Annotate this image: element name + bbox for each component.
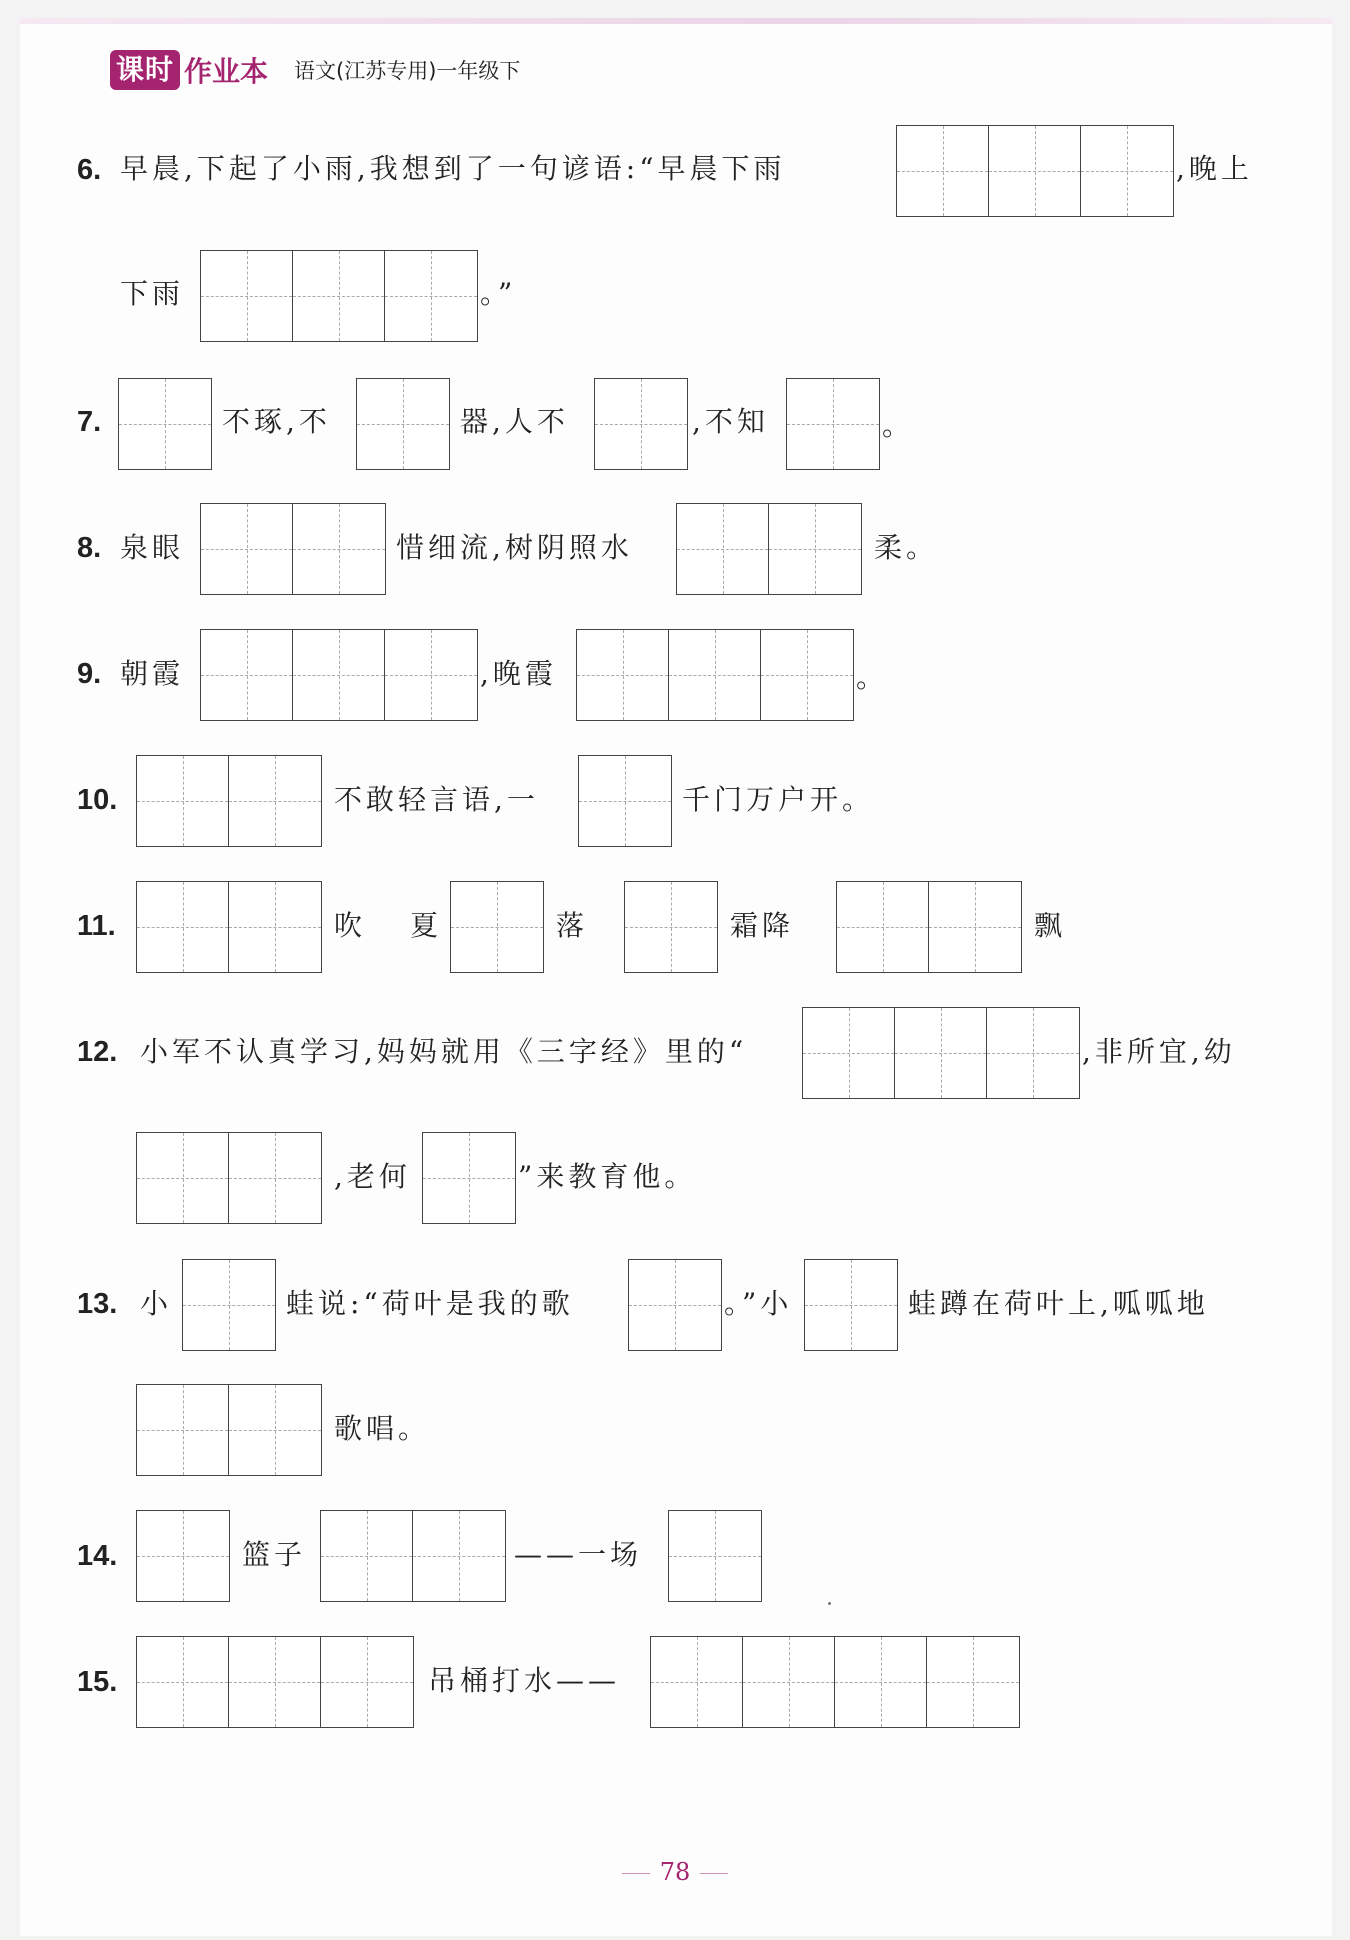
question-number: 10.: [77, 784, 118, 816]
question-text: 。”: [480, 277, 517, 310]
answer-box[interactable]: [628, 1259, 722, 1351]
question-text: 柔。: [874, 531, 939, 564]
question-text: 飘: [1034, 909, 1067, 942]
question-number: 8.: [77, 532, 102, 564]
answer-box[interactable]: [200, 629, 478, 721]
answer-box[interactable]: [676, 503, 862, 595]
question-text: 落: [556, 909, 589, 942]
question-text: 小军不认真学习,妈妈就用《三字经》里的“: [140, 1035, 748, 1068]
book-subtitle: 语文(江苏专用)一年级下: [294, 59, 521, 83]
question-text: 早晨,下起了小雨,我想到了一句谚语:“早晨下雨: [120, 152, 786, 185]
question-text: 吹: [334, 909, 367, 942]
question-number: 7.: [77, 406, 102, 438]
question-text: ,不知: [692, 405, 769, 438]
answer-box[interactable]: [650, 1636, 1020, 1728]
answer-box[interactable]: [136, 1510, 230, 1602]
question-text: 小: [140, 1287, 173, 1320]
question-text: 。: [882, 409, 915, 442]
question-text: 霜降: [730, 909, 795, 942]
logo-title: 作业本: [184, 55, 269, 88]
question-text: 蛙蹲在荷叶上,呱呱地: [908, 1287, 1209, 1320]
question-number: 15.: [77, 1666, 118, 1698]
answer-box[interactable]: [182, 1259, 276, 1351]
question-text: 泉眼: [120, 531, 185, 564]
question-number: 9.: [77, 658, 102, 690]
question-text: 下雨: [120, 277, 185, 310]
question-text: 吊桶打水——: [428, 1664, 621, 1697]
question-text: 夏: [410, 909, 443, 942]
page-number-value: 78: [659, 1858, 691, 1886]
answer-box[interactable]: [136, 1384, 322, 1476]
question-text: ”来教育他。: [518, 1160, 697, 1193]
page-number: [0, 1858, 1350, 1886]
question-text: ,非所宜,幼: [1082, 1035, 1236, 1068]
answer-box[interactable]: [136, 755, 322, 847]
answer-box[interactable]: [450, 881, 544, 973]
answer-box[interactable]: [624, 881, 718, 973]
answer-box[interactable]: [804, 1259, 898, 1351]
question-text: 惜细流,树阴照水: [396, 531, 633, 564]
answer-box[interactable]: [576, 629, 854, 721]
speck: [828, 1602, 831, 1605]
question-text: 篮子: [242, 1538, 307, 1571]
answer-box[interactable]: [594, 378, 688, 470]
answer-box[interactable]: [786, 378, 880, 470]
answer-box[interactable]: [578, 755, 672, 847]
question-text: 。”小: [724, 1287, 793, 1320]
header: [110, 48, 520, 92]
question-text: 蛙说:“荷叶是我的歌: [286, 1287, 574, 1320]
question-text: ,老何: [334, 1160, 411, 1193]
answer-box[interactable]: [356, 378, 450, 470]
question-number: 13.: [77, 1288, 118, 1320]
question-number: 11.: [77, 910, 116, 942]
top-band: [20, 18, 1332, 24]
logo-badge: 课时: [110, 50, 180, 90]
question-number: 12.: [77, 1036, 118, 1068]
answer-box[interactable]: [136, 1132, 322, 1224]
answer-box[interactable]: [668, 1510, 762, 1602]
answer-box[interactable]: [836, 881, 1022, 973]
answer-box[interactable]: [118, 378, 212, 470]
question-text: 器,人不: [460, 405, 569, 438]
question-text: 不琢,不: [222, 405, 331, 438]
question-number: 14.: [77, 1540, 118, 1572]
answer-box[interactable]: [320, 1510, 506, 1602]
question-number: 6.: [77, 154, 102, 186]
answer-box[interactable]: [200, 250, 478, 342]
question-text: 不敢轻言语,一: [334, 783, 539, 816]
question-text: 朝霞: [120, 657, 185, 690]
question-text: ——一场: [514, 1538, 643, 1571]
question-text: 千门万户开。: [682, 783, 875, 816]
question-text: ,晚霞: [480, 657, 557, 690]
answer-box[interactable]: [136, 881, 322, 973]
answer-box[interactable]: [896, 125, 1174, 217]
question-text: ,晚上: [1176, 152, 1253, 185]
answer-box[interactable]: [422, 1132, 516, 1224]
answer-box[interactable]: [802, 1007, 1080, 1099]
answer-box[interactable]: [200, 503, 386, 595]
answer-box[interactable]: [136, 1636, 414, 1728]
question-text: 歌唱。: [334, 1412, 431, 1445]
question-text: 。: [856, 661, 889, 694]
